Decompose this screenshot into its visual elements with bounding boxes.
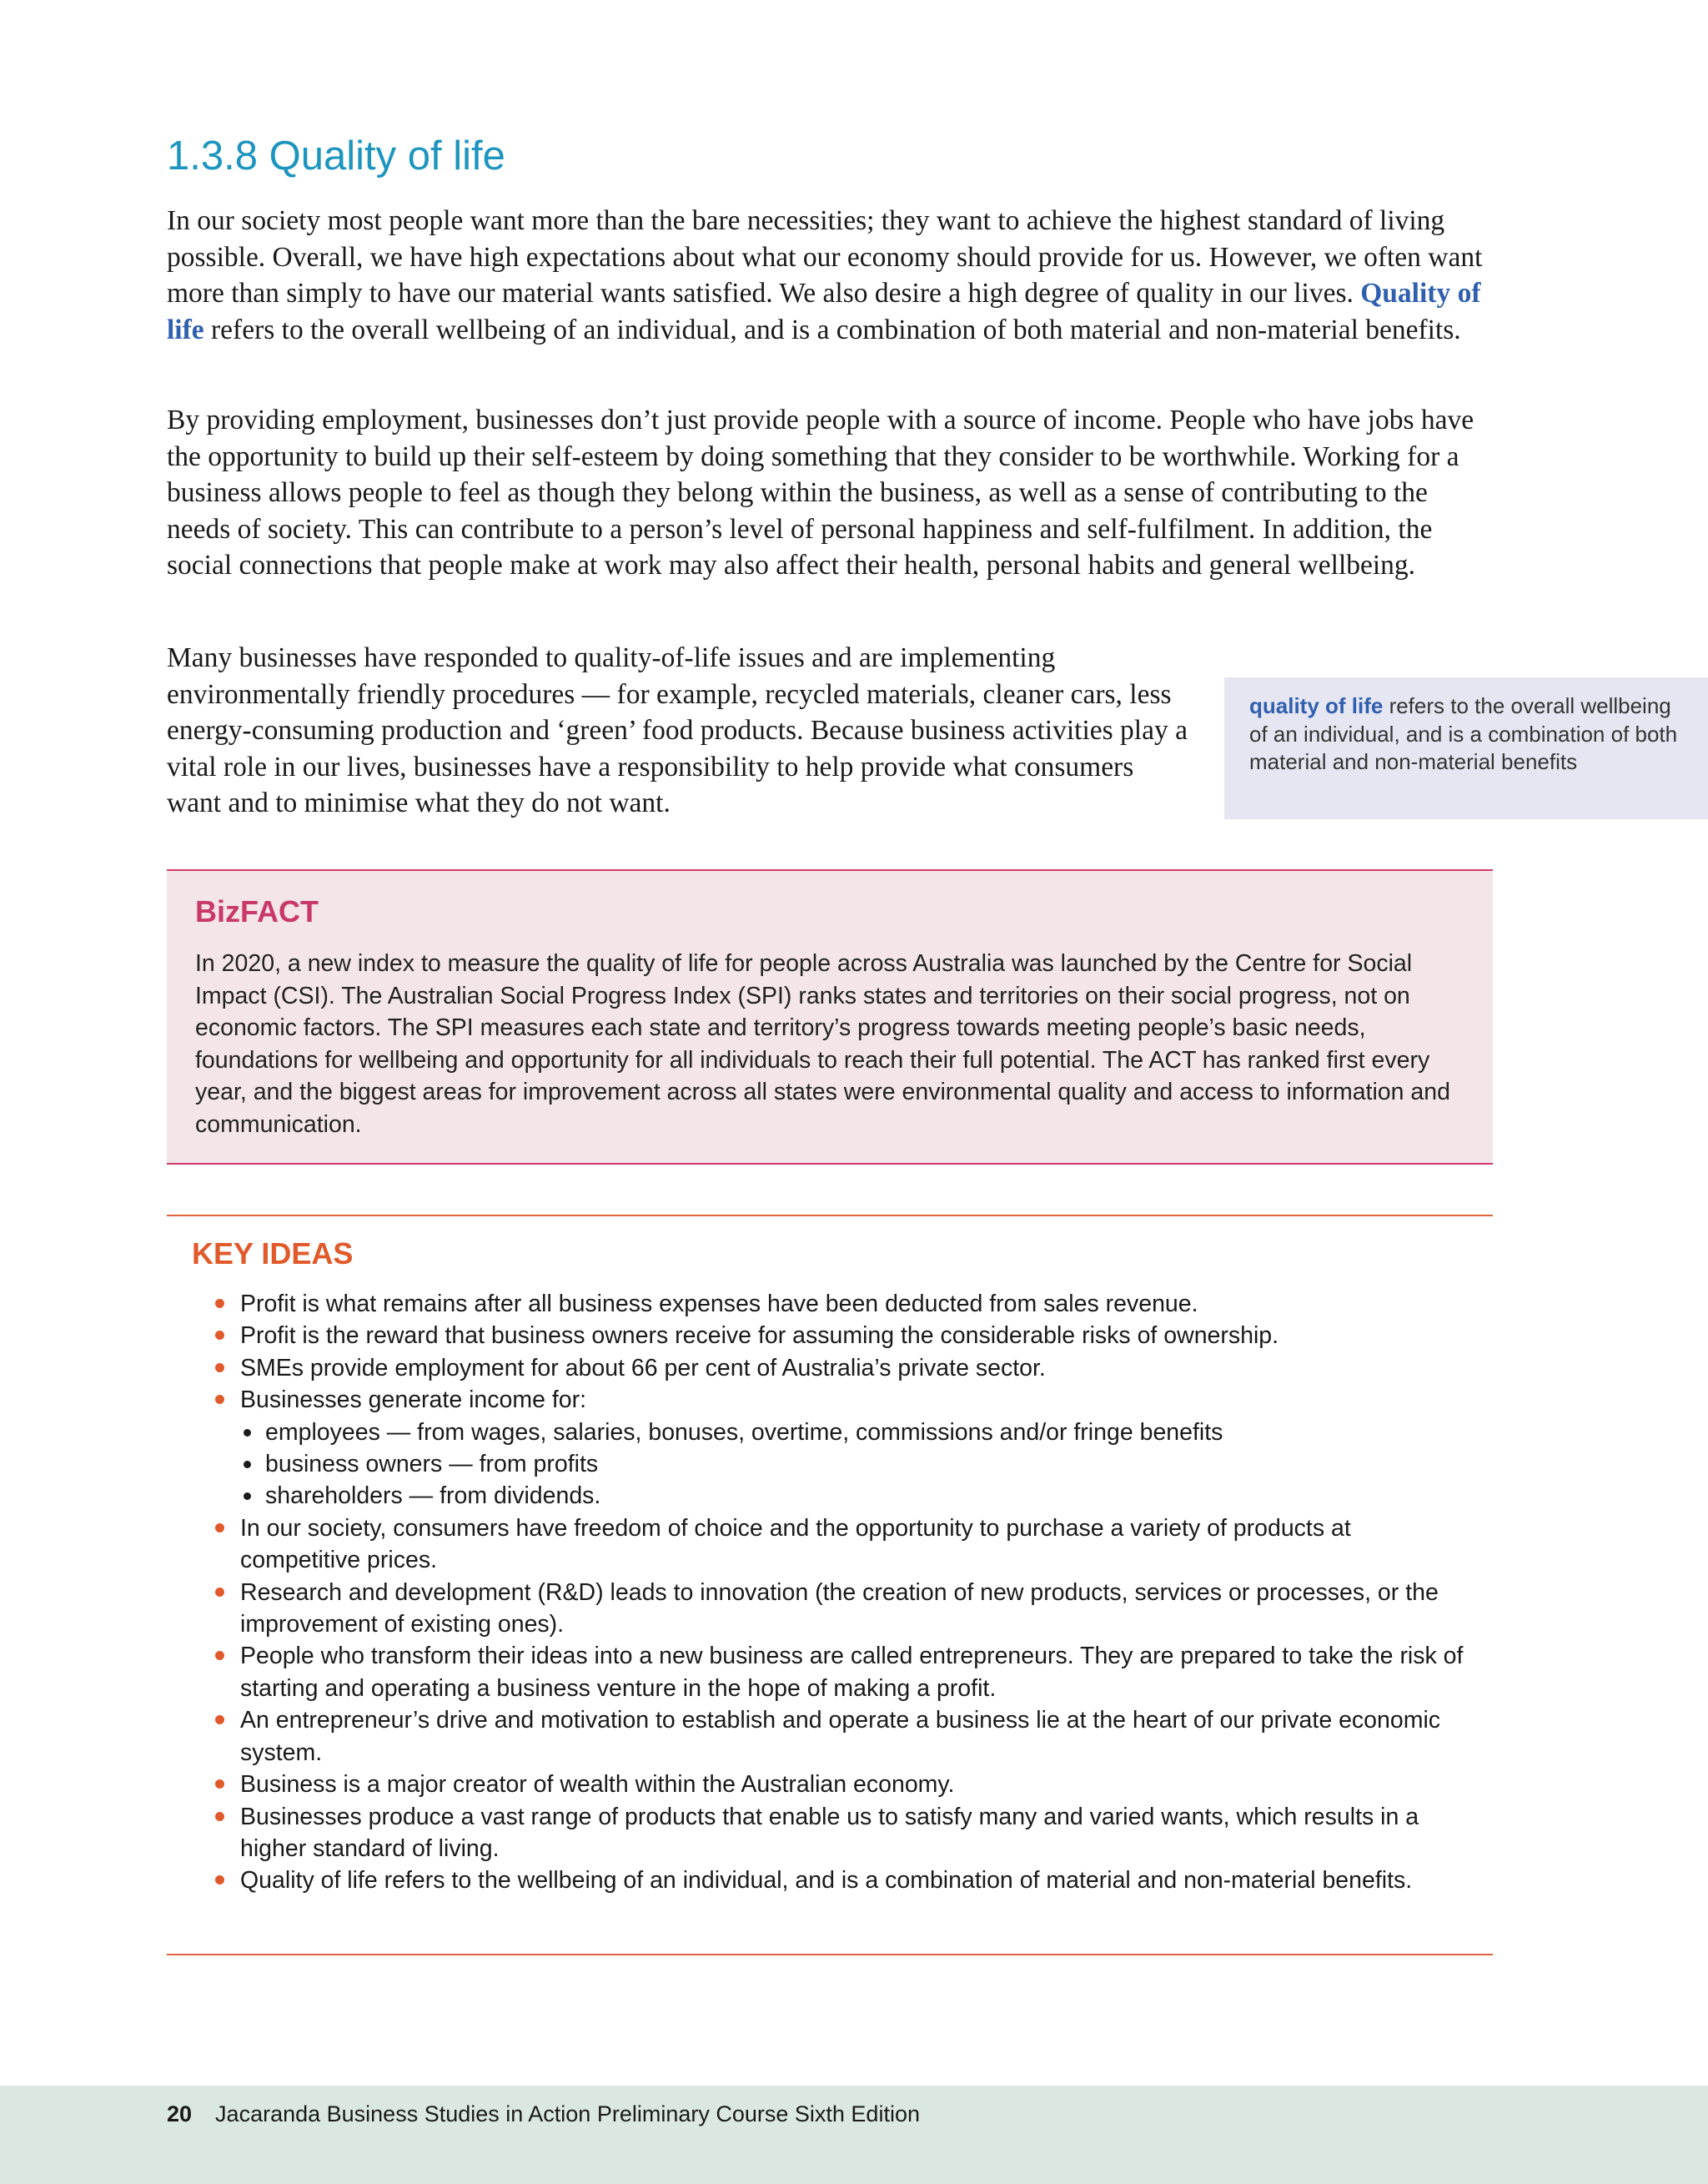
list-item — [240, 1769, 1468, 1800]
bizfact-box — [167, 869, 1493, 1165]
list-item — [240, 1864, 1468, 1896]
list-item — [240, 1801, 1468, 1865]
sub-bullet-icon — [244, 1492, 251, 1500]
bizfact-title: BizFACT — [195, 894, 319, 928]
list-item-text: Businesses produce a vast range of products that enable us to satisfy many and varied wants, which results in a higher standard of living. — [240, 1803, 1419, 1862]
glossary-term: quality of life — [1249, 693, 1384, 718]
paragraph-intro-text-end: refers to the overall wellbeing of an individual, and is a combination of both material and non-material benefits. — [203, 314, 1461, 345]
list-item-text: People who transform their ideas into a new business are called entrepreneurs. They are prepared to take the risk of starting and operating a business venture in the hope of making a profit. — [240, 1643, 1464, 1702]
list-item — [240, 1704, 1468, 1769]
sub-bullet-icon — [244, 1429, 251, 1437]
bullet-icon — [215, 1812, 224, 1821]
list-item-text: Business is a major creator of wealth within the Australian economy. — [240, 1771, 955, 1799]
bullet-icon — [215, 1299, 224, 1308]
book-title: Jacaranda Business Studies in Action Preliminary Course Sixth Edition — [215, 2101, 920, 2126]
bizfact-body: In 2020, a new index to measure the quality of life for people across Australia was launched by the Centre for Social Impact (CSI). The Australian Social Progress Index (SPI) ranks states and territories on their social progress, not on economic factors. The SPI measures each state and territory’s progress towards meeting people’s basic needs, foundations for wellbeing and opportunity for all individuals to reach their full potential. The ACT has ranked first every year, and the biggest areas for improvement across all states were environmental quality and access to information and communication. — [195, 950, 1450, 1138]
paragraph-intro-text-start: In our society most people want more than the bare necessities; they want to achieve the highest standard of living possible. Overall, we have high expectations about what our economy should provide for us. However, we often want more than simply to have our material wants satisfied. We also desire a high degree of quality in our lives. — [167, 205, 1483, 309]
bullet-icon — [215, 1363, 224, 1372]
bullet-icon — [215, 1875, 224, 1885]
sub-list-item-text: shareholders — from dividends. — [265, 1482, 601, 1510]
sub-list — [240, 1417, 1468, 1512]
list-item-text: Businesses generate income for: — [240, 1386, 587, 1414]
paragraph-intro — [167, 203, 1484, 348]
key-ideas-box — [167, 1215, 1493, 1955]
page-footer — [0, 2086, 1708, 2184]
list-item — [240, 1577, 1468, 1641]
list-item-text: Research and development (R&D) leads to innovation (the creation of new products, services or processes, or the improvement of existing ones). — [240, 1578, 1439, 1638]
page-number: 20 — [167, 2101, 193, 2126]
bullet-icon — [215, 1715, 224, 1724]
section-heading: 1.3.8 Quality of life — [167, 133, 505, 179]
list-item — [240, 1512, 1468, 1577]
glossary-definition: refers to the overall wellbeing of an individual, and is a combination of both material and non-material benefits — [1249, 693, 1678, 774]
list-item — [240, 1320, 1468, 1351]
key-ideas-title: KEY IDEAS — [192, 1236, 354, 1271]
key-term-quality-of-life: Quality of life — [167, 278, 1481, 345]
glossary-note — [1224, 677, 1708, 819]
sub-list-item — [265, 1417, 1468, 1448]
bullet-icon — [215, 1395, 224, 1404]
sub-bullet-icon — [244, 1461, 251, 1468]
footer-content — [167, 2101, 920, 2127]
list-item — [240, 1384, 1468, 1512]
list-item-text: Profit is what remains after all business expenses have been deducted from sales revenue. — [240, 1291, 1198, 1317]
sub-list-item-text: employees — from wages, salaries, bonuses, overtime, commissions and/or fringe benefits — [265, 1418, 1223, 1446]
list-item-text: An entrepreneur’s drive and motivation to establish and operate a business lie at the heart of our private economic system. — [240, 1707, 1441, 1766]
bullet-icon — [215, 1588, 224, 1597]
sub-list-item — [265, 1480, 1468, 1512]
list-item-text: Quality of life refers to the wellbeing of an individual, and is a combination of material and non-material benefits. — [240, 1867, 1413, 1895]
paragraph-environment: Many businesses have responded to quality-of-life issues and are implementing environmentally friendly procedures — for example, recycled materials, cleaner cars, less energy-consuming production and ‘green’ food products. Because business activities play a vital role in our lives, businesses have a responsibility to help provide what consumers want and to minimise what they do not want. — [167, 642, 1188, 818]
bullet-icon — [215, 1523, 224, 1532]
bullet-icon — [215, 1779, 224, 1789]
bullet-icon — [215, 1651, 224, 1660]
list-item — [240, 1288, 1468, 1320]
key-ideas-list — [192, 1288, 1468, 1897]
paragraph-employment: By providing employment, businesses don’t just provide people with a source of income. People who have jobs have the opportunity to build up their self-esteem by doing something that they consider to be worthwhile. Working for a business allows people to feel as though they belong within the business, as well as a sense of contributing to the needs of society. This can contribute to a person’s level of personal happiness and self-fulfilment. In addition, the social connections that people make at work may also affect their health, personal habits and general wellbeing. — [167, 405, 1474, 581]
list-item-text: In our society, consumers have freedom of choice and the opportunity to purchase a variety of products at competitive prices. — [240, 1514, 1351, 1574]
list-item — [240, 1352, 1468, 1384]
list-item-text: Profit is the reward that business owners receive for assuming the considerable risks of ownership. — [240, 1322, 1279, 1350]
sub-list-item-text: business owners — from profits — [265, 1451, 599, 1478]
list-item-text: SMEs provide employment for about 66 per cent of Australia’s private sector. — [240, 1354, 1046, 1381]
bullet-icon — [215, 1331, 224, 1340]
list-item — [240, 1640, 1468, 1704]
sub-list-item — [265, 1448, 1468, 1480]
